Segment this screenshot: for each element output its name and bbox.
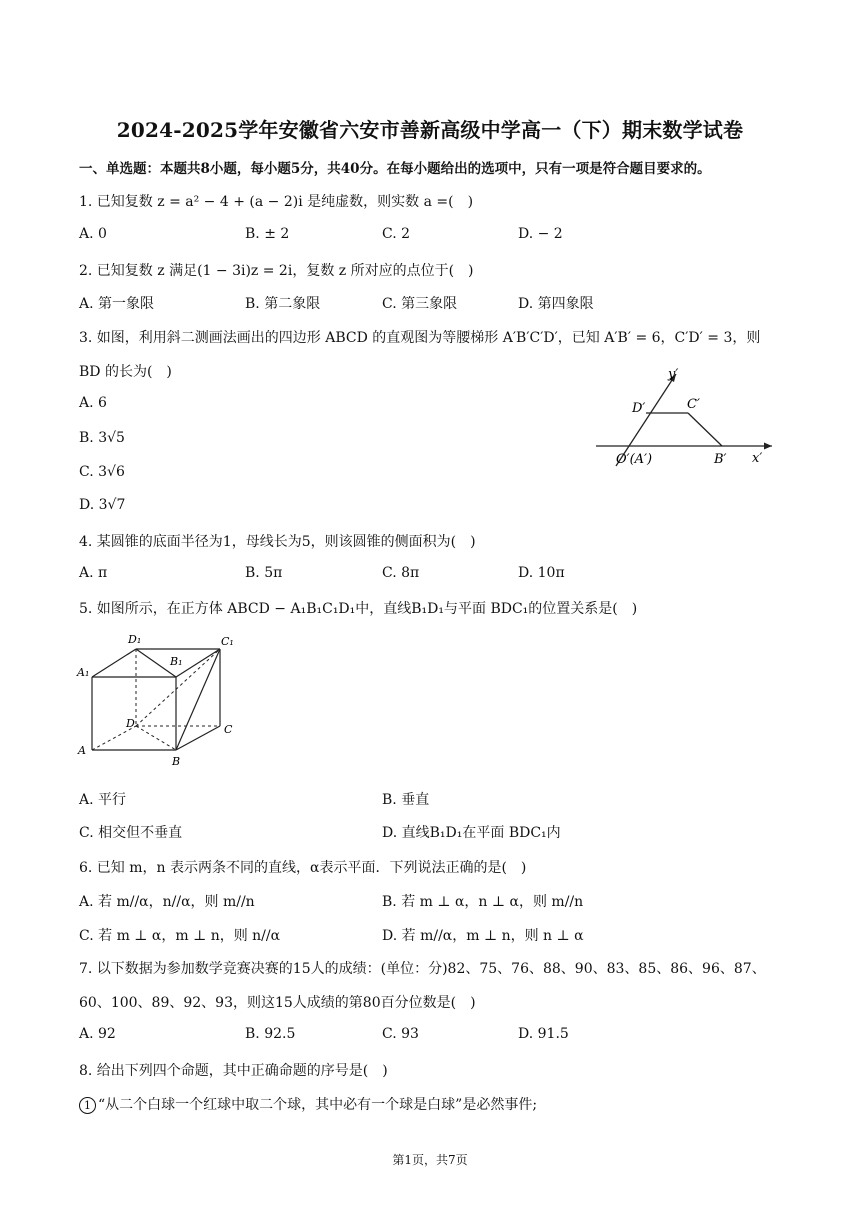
fig5-label-b: B — [172, 755, 181, 768]
question-7-option-a: A. 92 — [79, 1026, 116, 1042]
fig3-label-y: y′ — [668, 367, 679, 382]
page-footer: 第1页，共7页 — [392, 1153, 468, 1167]
question-1-option-a: A. 0 — [79, 226, 107, 242]
fig5-label-a: A — [78, 744, 86, 757]
question-6-option-d: D. 若 m//α，m ⊥ n，则 n ⊥ α — [382, 928, 584, 944]
page-title: 2024-2025学年安徽省六安市善新高级中学高一（下）期末数学试卷 — [116, 118, 744, 142]
fig3-label-x: x′ — [752, 451, 763, 466]
question-3-option-d: D. 3√7 — [79, 497, 126, 513]
question-8-stem: 8. 给出下列四个命题，其中正确命题的序号是( ) — [79, 1063, 388, 1079]
question-7-option-b: B. 92.5 — [245, 1026, 296, 1042]
question-3-option-a: A. 6 — [79, 395, 107, 411]
question-3-stem-line2: BD 的长为( ) — [79, 364, 172, 380]
question-4-option-a: A. π — [79, 565, 108, 581]
question-6-option-a: A. 若 m//α，n//α，则 m//n — [79, 894, 255, 910]
question-3-option-c: C. 3√6 — [79, 464, 125, 480]
question-2-option-d: D. 第四象限 — [518, 296, 594, 312]
trapezoid-figure — [590, 362, 780, 472]
question-1-option-d: D. − 2 — [518, 226, 563, 242]
circled-number: 1 — [79, 1097, 96, 1114]
fig3-label-b: B′ — [714, 452, 727, 467]
section-heading: 一、单选题：本题共8小题，每小题5分，共40分。在每小题给出的选项中，只有一项是符合题目要求的。 — [79, 161, 711, 177]
question-3-stem-line1: 3. 如图，利用斜二测画法画出的四边形 ABCD 的直观图为等腰梯形 A′B′C′D′，已知 A′B′ = 6，C′D′ = 3，则 — [79, 330, 761, 346]
question-2-stem: 2. 已知复数 z 满足(1 − 3i)z = 2i，复数 z 所对应的点位于( ) — [79, 263, 474, 279]
question-8-item-1 — [79, 1094, 537, 1114]
fig5-label-d1: D₁ — [128, 633, 142, 646]
question-4-option-c: C. 8π — [382, 565, 420, 581]
question-1-stem: 1. 已知复数 z = a² − 4 + (a − 2)i 是纯虚数，则实数 a =( ) — [79, 194, 474, 210]
question-8-item-1-text: “从二个白球一个红球中取二个球，其中必有一个球是白球”是必然事件; — [98, 1097, 538, 1113]
question-7-stem-line2: 60、100、89、92、93，则这15人成绩的第80百分位数是( ) — [79, 995, 476, 1011]
question-5-stem: 5. 如图所示，在正方体 ABCD − A₁B₁C₁D₁中，直线B₁D₁与平面 BDC₁的位置关系是( ) — [79, 601, 638, 617]
question-6-option-c: C. 若 m ⊥ α，m ⊥ n，则 n//α — [79, 928, 281, 944]
fig5-label-d: D — [126, 717, 135, 730]
question-4-option-b: B. 5π — [245, 565, 283, 581]
question-7-option-c: C. 93 — [382, 1026, 419, 1042]
question-2-option-b: B. 第二象限 — [245, 296, 321, 312]
question-5-option-a: A. 平行 — [79, 792, 127, 808]
question-1-option-b: B. ± 2 — [245, 226, 290, 242]
question-5-option-b: B. 垂直 — [382, 792, 430, 808]
fig3-label-d: D′ — [632, 401, 646, 416]
question-1-option-c: C. 2 — [382, 226, 411, 242]
question-2-option-c: C. 第三象限 — [382, 296, 458, 312]
question-7-stem-line1: 7. 以下数据为参加数学竞赛决赛的15人的成绩：(单位：分)82、75、76、88、90、83、85、86、96、87、 — [79, 961, 766, 977]
question-6-option-b: B. 若 m ⊥ α，n ⊥ α，则 m//n — [382, 894, 584, 910]
question-4-option-d: D. 10π — [518, 565, 565, 581]
question-7-option-d: D. 91.5 — [518, 1026, 569, 1042]
question-2-option-a: A. 第一象限 — [79, 296, 155, 312]
fig3-label-c: C′ — [687, 397, 700, 412]
fig5-label-c1: C₁ — [221, 635, 234, 648]
question-4-stem: 4. 某圆锥的底面半径为1，母线长为5，则该圆锥的侧面积为( ) — [79, 534, 476, 550]
question-3-option-b: B. 3√5 — [79, 430, 125, 446]
question-6-stem: 6. 已知 m，n 表示两条不同的直线，α表示平面．下列说法正确的是( ) — [79, 860, 527, 876]
question-5-option-c: C. 相交但不垂直 — [79, 825, 183, 841]
fig5-label-b1: B₁ — [170, 655, 183, 668]
fig3-label-o: O′(A′) — [616, 452, 653, 467]
fig5-label-c: C — [224, 723, 233, 736]
cube-figure — [72, 627, 244, 771]
fig5-label-a1: A₁ — [77, 666, 90, 679]
question-5-option-d: D. 直线B₁D₁在平面 BDC₁内 — [382, 825, 561, 841]
